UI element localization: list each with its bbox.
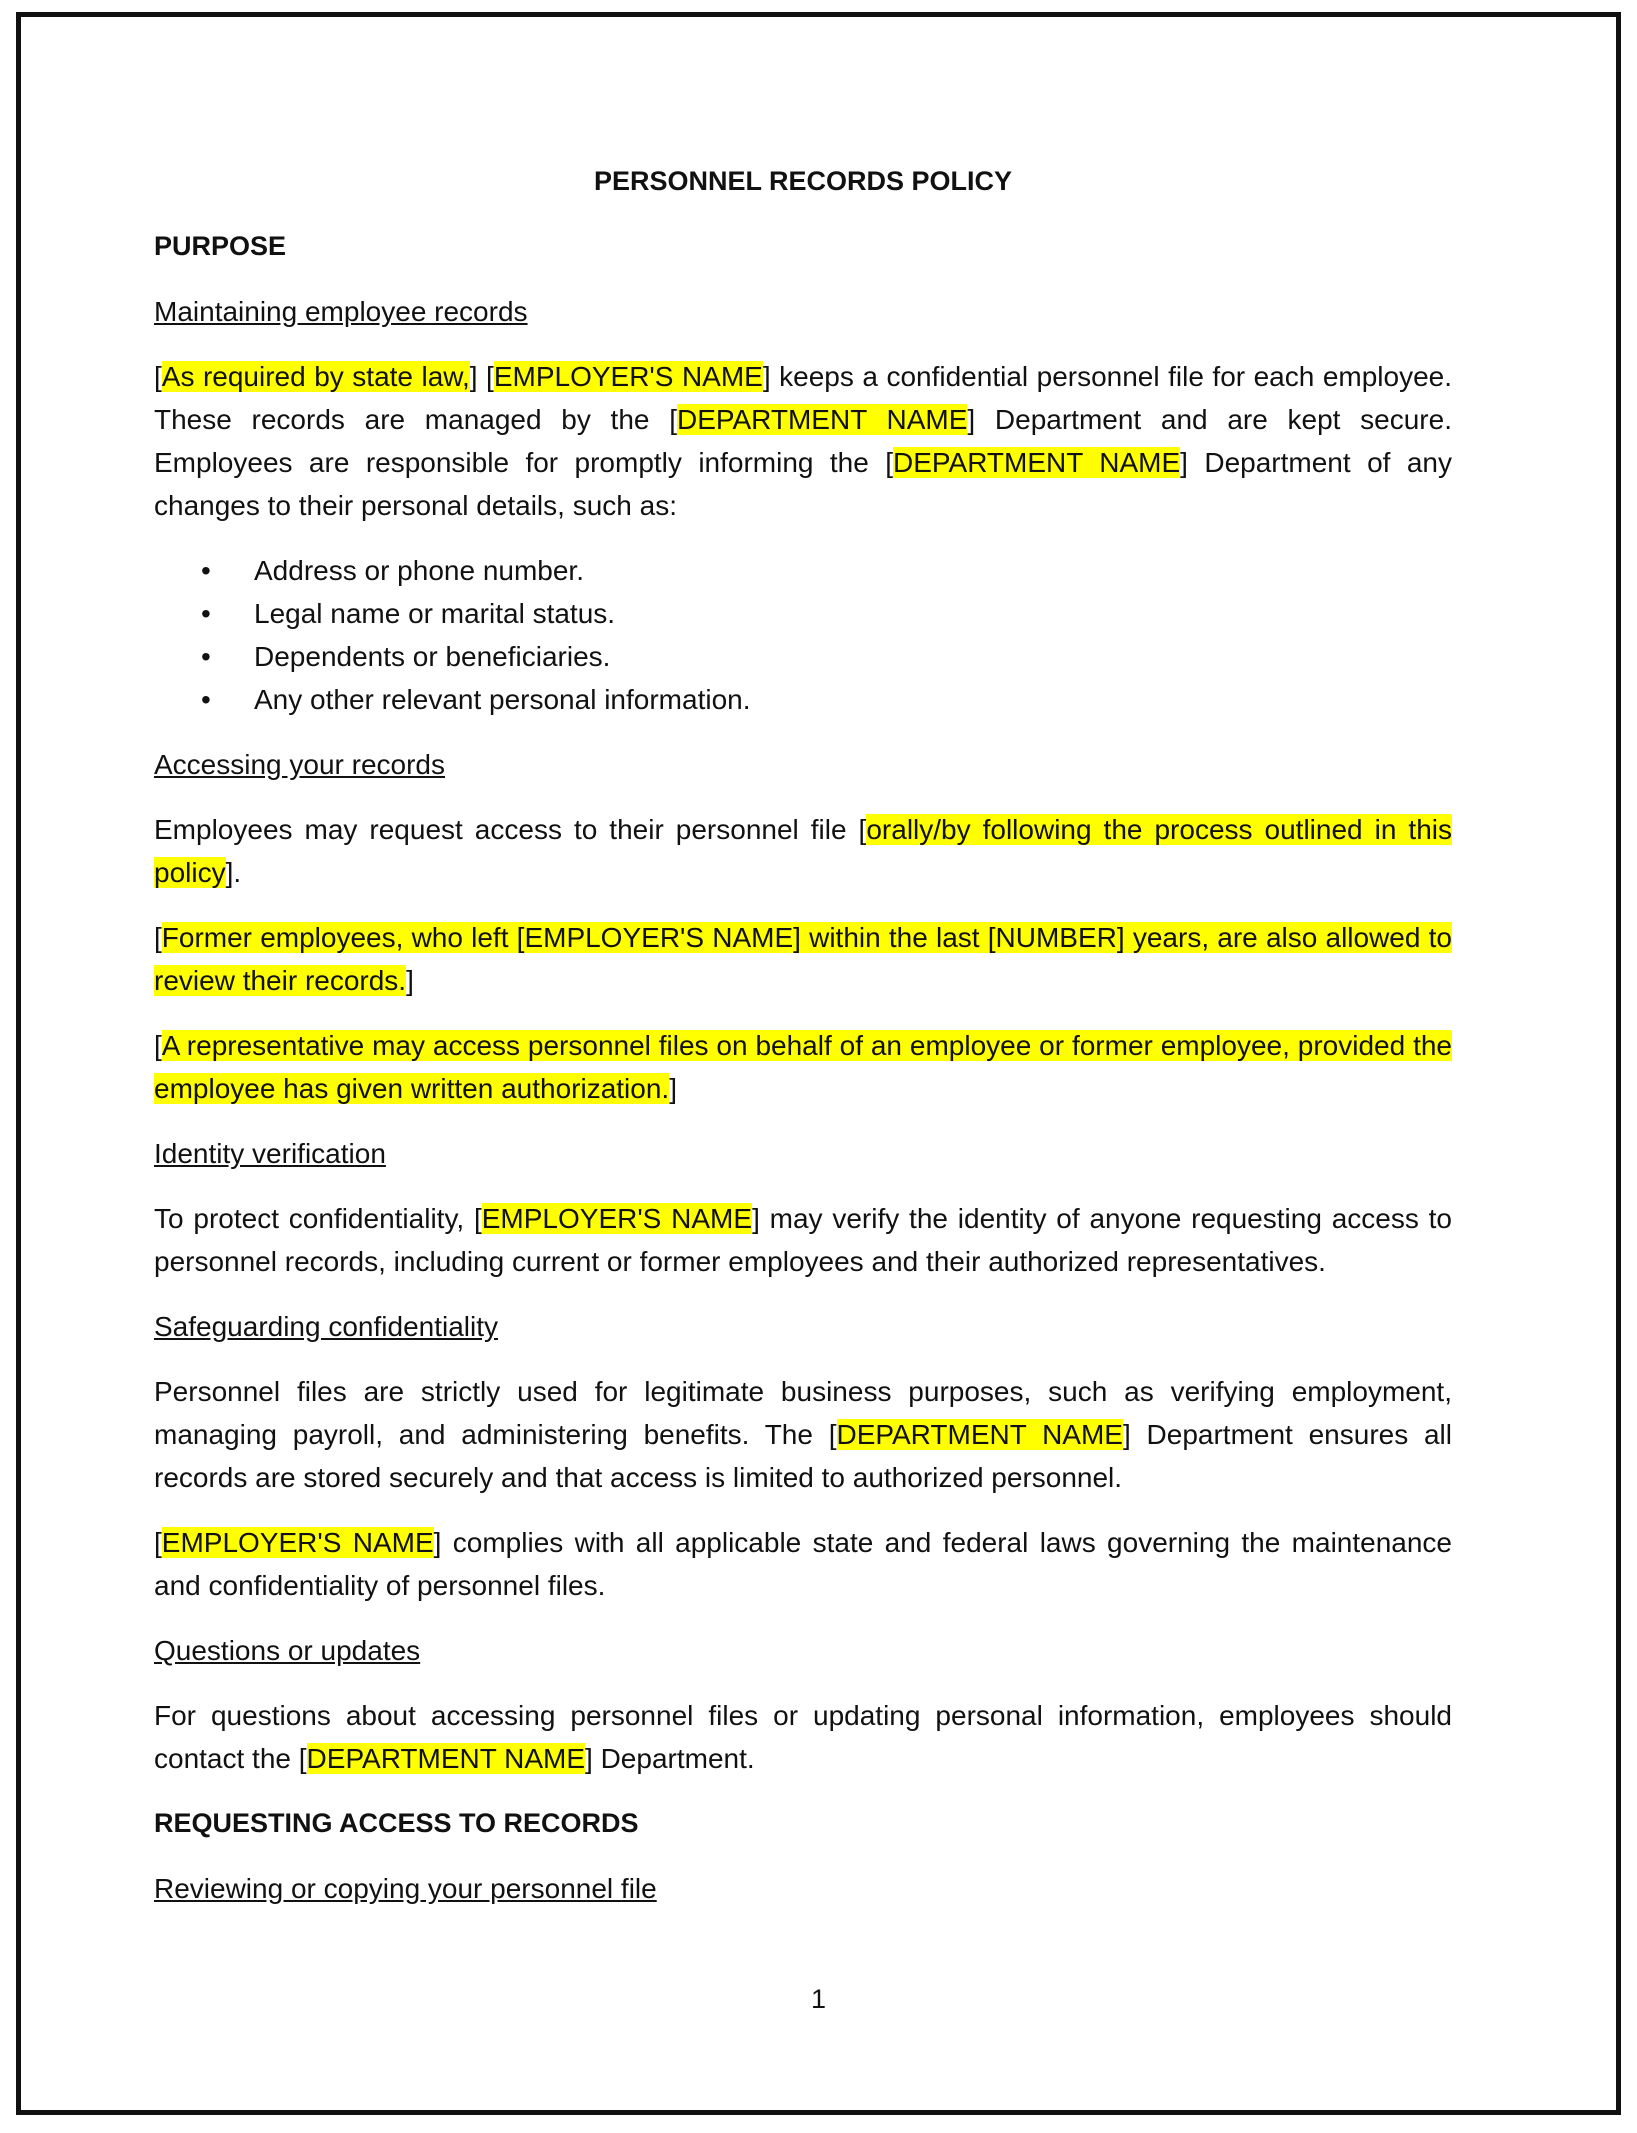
purpose-heading: PURPOSE (154, 231, 287, 261)
paragraph-representative (154, 1024, 1452, 1110)
paragraph-former-employees (154, 916, 1452, 1002)
bullet-icon: • (201, 641, 211, 672)
text-run: For questions about accessing personnel files or updating personal information, employees should contact the [ (154, 1700, 1452, 1774)
list-item-text: Dependents or beneficiaries. (254, 641, 611, 672)
text-run: ] keeps a confidential personnel file for each employee. These records are managed by the [ (154, 361, 1453, 435)
text-run: ] [ (469, 361, 494, 392)
highlight-placeholder: DEPARTMENT NAME (676, 404, 968, 435)
text-run: ] Department. (585, 1743, 755, 1774)
requesting-access-heading: REQUESTING ACCESS TO RECORDS (154, 1808, 639, 1838)
bullet-icon: • (201, 598, 211, 629)
list-item (201, 549, 1452, 592)
text-run: ]. (225, 857, 242, 888)
text-run: [ (154, 922, 162, 953)
highlight-placeholder: DEPARTMENT NAME (893, 447, 1181, 478)
subheading-identity-verification: Identity verification (154, 1138, 386, 1169)
highlight-placeholder: Former employees, who left [EMPLOYER'S NAME] within the last [NUMBER] years, are also allowed to review their records. (154, 922, 1452, 996)
subheading-maintaining-records: Maintaining employee records (154, 296, 528, 327)
list-item (201, 635, 1452, 678)
highlight-placeholder: EMPLOYER'S NAME (481, 1203, 753, 1234)
text-run: ] may verify the identity of anyone requesting access to personnel records, including current or former employees and their authorized representatives. (154, 1203, 1452, 1277)
subheading-reviewing-copying: Reviewing or copying your personnel file (154, 1873, 657, 1904)
highlight-placeholder: orally/by following the process outlined in this policy (154, 814, 1452, 888)
subheading-accessing-records: Accessing your records (154, 749, 446, 780)
bullet-icon: • (201, 684, 211, 715)
text-run: To protect confidentiality, [ (154, 1203, 482, 1234)
text-run: ] Department and are kept secure. Employees are responsible for promptly informing the [ (154, 404, 1452, 478)
highlight-placeholder: EMPLOYER'S NAME (493, 361, 763, 392)
bullet-icon: • (201, 555, 211, 586)
text-run: ] Department ensures all records are stored securely and that access is limited to authorized personnel. (154, 1419, 1452, 1493)
highlight-placeholder: As required by state law, (161, 361, 470, 392)
document-title: PERSONNEL RECORDS POLICY (593, 166, 1013, 196)
subheading-questions: Questions or updates (154, 1635, 421, 1666)
list-item-text: Legal name or marital status. (254, 598, 616, 629)
text-run: [ (154, 1030, 162, 1061)
paragraph-safeguarding (154, 1370, 1452, 1499)
paragraph-access-request (154, 808, 1452, 894)
text-run: Employees may request access to their personnel file [ (154, 814, 867, 845)
list-item (201, 678, 1452, 721)
text-run: Personnel files are strictly used for legitimate business purposes, such as verifying employment, managing payroll, and administering benefits. The [ (154, 1376, 1452, 1450)
highlight-placeholder: DEPARTMENT NAME (306, 1743, 586, 1774)
paragraph-identity-verification (154, 1197, 1452, 1283)
list-item-text: Address or phone number. (254, 555, 584, 586)
page-number: 1 (810, 1984, 827, 2014)
paragraph-compliance (154, 1521, 1452, 1607)
list-item (201, 592, 1452, 635)
text-run: [ (154, 1527, 162, 1558)
list-item-text: Any other relevant personal information. (254, 684, 751, 715)
highlight-placeholder: DEPARTMENT NAME (836, 1419, 1123, 1450)
paragraph-maintaining-records (154, 355, 1452, 527)
document-body (154, 160, 1452, 1932)
text-run: ] complies with all applicable state and federal laws governing the maintenance and confidentiality of personnel files. (154, 1527, 1453, 1601)
text-run: ] (406, 965, 414, 996)
subheading-safeguarding: Safeguarding confidentiality (154, 1311, 499, 1342)
text-run: ] Department of any changes to their personal details, such as: (154, 447, 1452, 521)
paragraph-questions (154, 1694, 1452, 1780)
highlight-placeholder: A representative may access personnel files on behalf of an employee or former employee, provided the employee has given written authorization. (154, 1030, 1452, 1104)
highlight-placeholder: EMPLOYER'S NAME (161, 1527, 434, 1558)
text-run: [ (154, 361, 162, 392)
text-run: ] (669, 1073, 677, 1104)
personal-details-list (154, 549, 1452, 721)
